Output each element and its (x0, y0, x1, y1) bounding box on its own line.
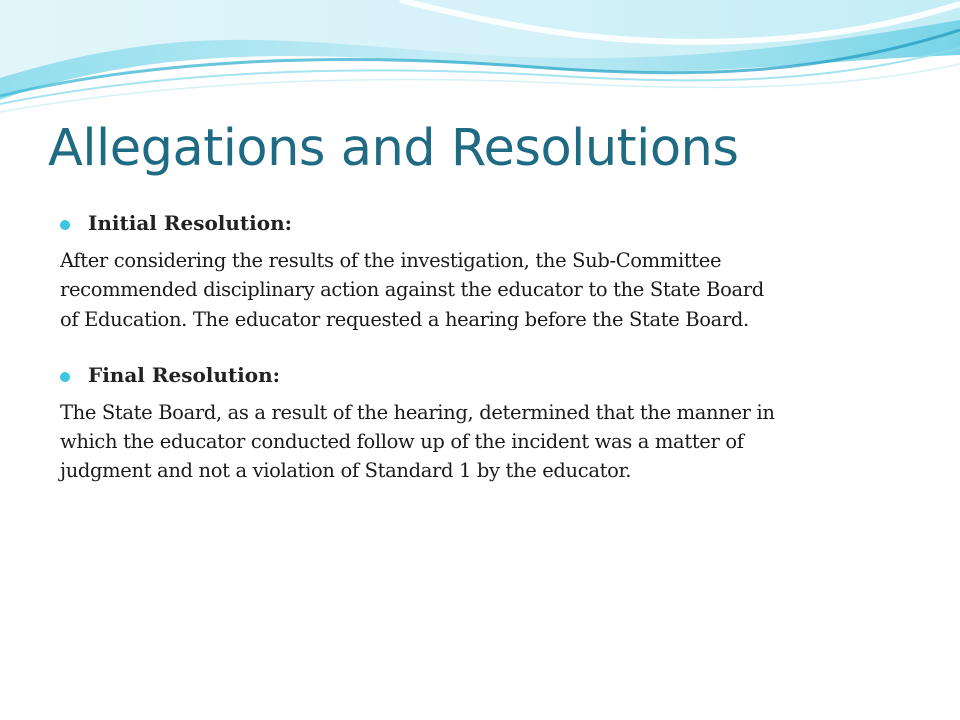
text-line: After considering the results of the investigation, the Sub-Committee (60, 249, 722, 272)
bullet-dot-icon (60, 372, 70, 382)
bullet-initial-resolution (60, 208, 920, 238)
bullet-heading: Initial Resolution: (88, 211, 293, 235)
text-line: of Education. The educator requested a hearing before the State Board. (60, 307, 749, 331)
decorative-wave-header (0, 0, 960, 130)
bullet-final-resolution (60, 360, 920, 390)
initial-resolution-text (60, 246, 900, 334)
slide-content (60, 208, 920, 486)
text-line: judgment and not a violation of Standard 1 by the educator. (60, 459, 632, 483)
slide-title: Allegations and Resolutions (48, 119, 739, 178)
text-line: recommended disciplinary action against the educator to the State Board (60, 278, 764, 302)
wave-layer-light (0, 0, 960, 78)
bullet-heading: Final Resolution: (88, 362, 281, 387)
text-line: which the educator conducted follow up of the incident was a matter of (60, 430, 744, 453)
text-line: The State Board, as a result of the hearing, determined that the manner in (60, 400, 775, 424)
final-resolution-text (60, 398, 900, 486)
bullet-dot-icon (60, 220, 70, 230)
